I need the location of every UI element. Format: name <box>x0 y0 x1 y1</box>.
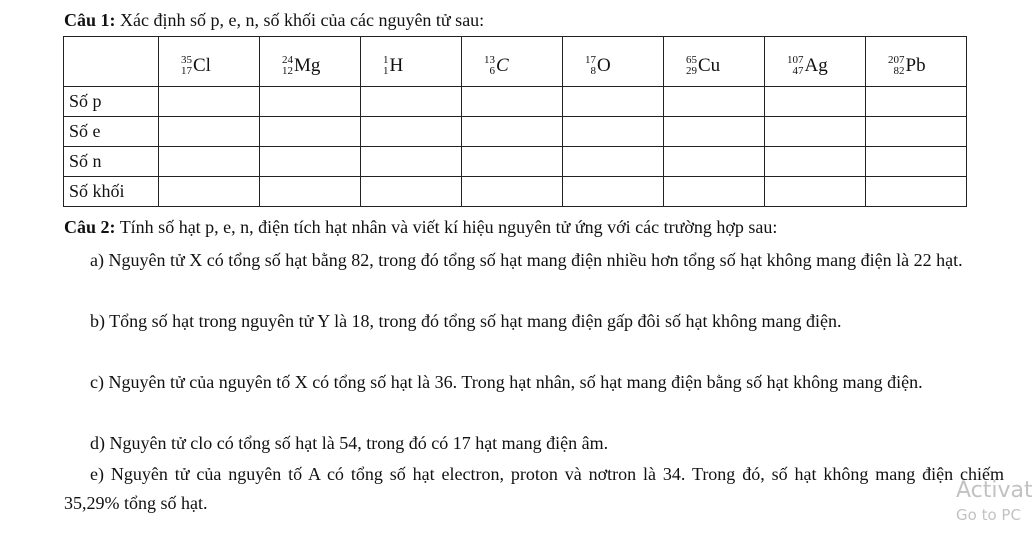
table-cell[interactable] <box>765 177 866 207</box>
header-cell-cl <box>159 37 260 87</box>
question-2-label: Câu 2: <box>64 217 116 237</box>
table-cell[interactable] <box>159 117 260 147</box>
nuclide-ag <box>787 55 828 77</box>
nuclide-h <box>383 55 403 77</box>
mass-number: 35 <box>181 53 192 66</box>
table-cell[interactable] <box>260 177 361 207</box>
header-cell-ag <box>765 37 866 87</box>
table-cell[interactable] <box>159 87 260 117</box>
element-symbol: H <box>389 54 404 76</box>
mass-number: 24 <box>282 53 293 66</box>
element-symbol: Cl <box>193 54 211 76</box>
nuclide-cu <box>686 55 720 77</box>
question-1-text: Xác định số p, e, n, số khối của các nguyên tử sau: <box>115 10 485 30</box>
table-cell[interactable] <box>563 147 664 177</box>
table-row <box>64 87 967 117</box>
table-cell[interactable] <box>260 147 361 177</box>
table-cell[interactable] <box>260 117 361 147</box>
question-1-label: Câu 1: <box>64 10 116 30</box>
table-row <box>64 147 967 177</box>
mass-number: 107 <box>787 53 804 66</box>
mass-number: 17 <box>585 53 596 66</box>
table-cell[interactable] <box>866 117 967 147</box>
table-cell[interactable] <box>159 147 260 177</box>
table-cell[interactable] <box>462 117 563 147</box>
table-corner-cell <box>64 37 159 87</box>
question-2-item-b: b) Tổng số hạt trong nguyên tử Y là 18, trong đó tổng số hạt mang điện gấp đôi số hạt không mang điện. <box>90 311 842 331</box>
header-cell-o <box>563 37 664 87</box>
atom-table <box>63 36 967 207</box>
table-cell[interactable] <box>563 117 664 147</box>
table-cell[interactable] <box>664 117 765 147</box>
row-label-mass: Số khối <box>64 177 159 207</box>
atomic-number: 6 <box>489 64 495 77</box>
mass-number: 65 <box>686 53 697 66</box>
table-row <box>64 177 967 207</box>
atomic-number: 47 <box>792 64 804 77</box>
atomic-number: 8 <box>590 64 596 77</box>
table-cell[interactable] <box>361 117 462 147</box>
element-symbol: Ag <box>804 54 828 76</box>
table-cell[interactable] <box>765 147 866 177</box>
table-cell[interactable] <box>664 87 765 117</box>
mass-number: 207 <box>888 53 905 66</box>
question-2-title <box>64 217 777 238</box>
atomic-number: 17 <box>181 64 192 77</box>
table-cell[interactable] <box>361 147 462 177</box>
row-label-e: Số e <box>64 117 159 147</box>
nuclide-mg <box>282 55 320 77</box>
activation-watermark-subtitle: Go to PC <box>956 506 1021 524</box>
question-2-text: Tính số hạt p, e, n, điện tích hạt nhân và viết kí hiệu nguyên tử ứng với các trường hợp sau: <box>115 217 778 237</box>
table-cell[interactable] <box>462 87 563 117</box>
cropped-previous-line <box>0 0 1024 3</box>
table-cell[interactable] <box>563 87 664 117</box>
atomic-number: 12 <box>282 64 293 77</box>
table-cell[interactable] <box>664 147 765 177</box>
question-1-title <box>64 10 484 31</box>
table-cell[interactable] <box>866 147 967 177</box>
table-cell[interactable] <box>664 177 765 207</box>
element-symbol: Cu <box>698 54 721 76</box>
header-cell-cu <box>664 37 765 87</box>
table-cell[interactable] <box>563 177 664 207</box>
table-cell[interactable] <box>765 117 866 147</box>
element-symbol: C <box>496 54 509 76</box>
header-cell-h <box>361 37 462 87</box>
nuclide-c <box>484 55 509 77</box>
element-symbol: O <box>597 54 611 76</box>
nuclide-o <box>585 55 611 77</box>
table-cell[interactable] <box>260 87 361 117</box>
question-2-item-a: a) Nguyên tử X có tổng số hạt bằng 82, trong đó tổng số hạt mang điện nhiều hơn tổng số hạt không mang điện là 22 hạt. <box>90 250 963 270</box>
table-row <box>64 117 967 147</box>
atomic-number: 1 <box>383 64 389 77</box>
table-cell[interactable] <box>765 87 866 117</box>
table-cell[interactable] <box>361 177 462 207</box>
element-symbol: Pb <box>905 54 926 76</box>
header-cell-c <box>462 37 563 87</box>
atomic-number: 29 <box>686 64 697 77</box>
row-label-p: Số p <box>64 87 159 117</box>
table-header-row <box>64 37 967 87</box>
question-2-item-d: d) Nguyên tử clo có tổng số hạt là 54, trong đó có 17 hạt mang điện âm. <box>90 433 609 453</box>
question-2-item-c: c) Nguyên tử của nguyên tố X có tổng số hạt là 36. Trong hạt nhân, số hạt mang điện bằng số hạt không mang điện. <box>90 372 923 392</box>
atomic-number: 82 <box>893 64 905 77</box>
table-cell[interactable] <box>866 87 967 117</box>
header-cell-pb <box>866 37 967 87</box>
table-cell[interactable] <box>462 147 563 177</box>
table-cell[interactable] <box>866 177 967 207</box>
mass-number: 1 <box>383 53 389 66</box>
table-cell[interactable] <box>159 177 260 207</box>
nuclide-pb <box>888 55 926 77</box>
mass-number: 13 <box>484 53 495 66</box>
header-cell-mg <box>260 37 361 87</box>
table-cell[interactable] <box>462 177 563 207</box>
question-2-item-e: e) Nguyên tử của nguyên tố A có tổng số hạt electron, proton và nơtron là 34. Trong đó, số hạt không mang điện chiếm 35,29% tổng số hạt. <box>64 464 1004 513</box>
row-label-n: Số n <box>64 147 159 177</box>
nuclide-cl <box>181 55 211 77</box>
table-cell[interactable] <box>361 87 462 117</box>
activation-watermark-title: Activat <box>956 478 1033 503</box>
element-symbol: Mg <box>294 54 321 76</box>
